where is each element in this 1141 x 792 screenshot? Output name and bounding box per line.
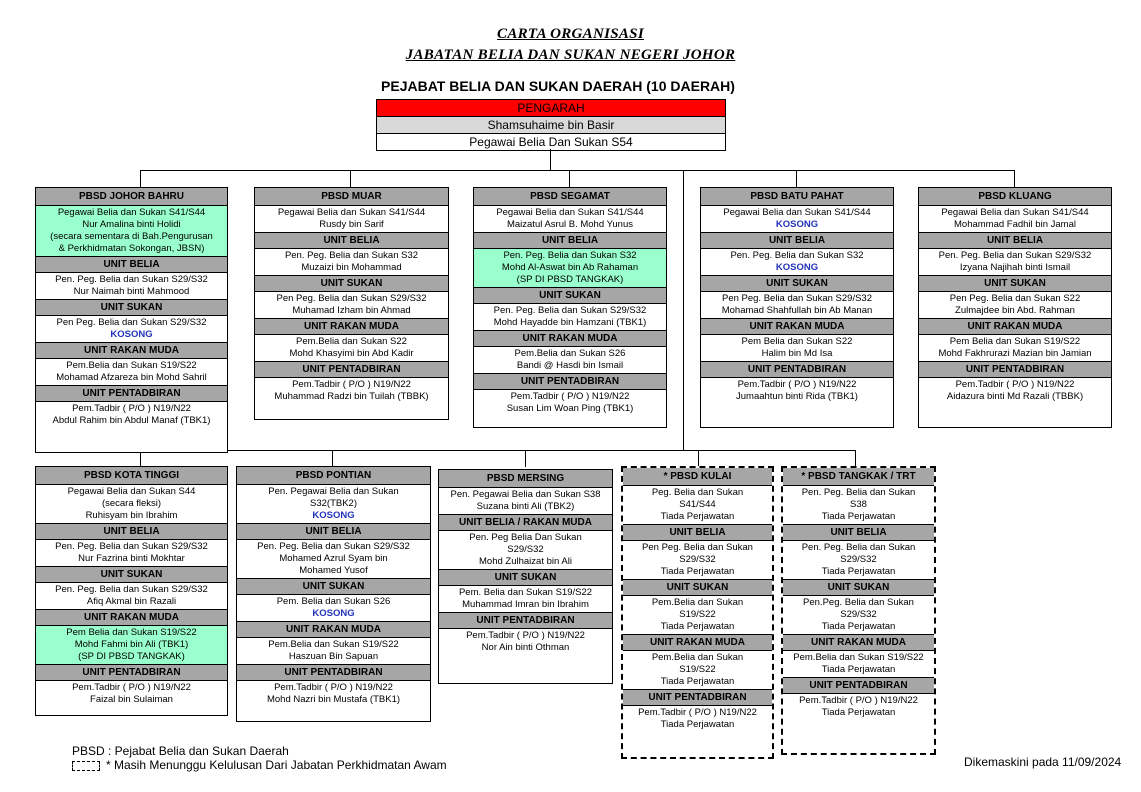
position-cell (783, 694, 934, 720)
connector-line (569, 170, 570, 187)
unit-heading: UNIT BELIA (237, 523, 430, 540)
position-line: Pem. Belia dan Sukan S19/S22 (458, 587, 593, 598)
office-box (236, 466, 431, 722)
unit-heading: UNIT RAKAN MUDA (36, 342, 227, 359)
position-cell (919, 206, 1111, 232)
position-line: Mohd Hayadde bin Hamzani (TBK1) (493, 317, 647, 328)
position-cell (237, 485, 430, 523)
office-title: PBSD KLUANG (919, 188, 1111, 206)
unit-heading: UNIT BELIA (255, 232, 448, 249)
position-cell (701, 335, 893, 361)
chart-department: JABATAN BELIA DAN SUKAN NEGERI JOHOR (405, 47, 736, 63)
position-cell (701, 292, 893, 318)
office-title: PBSD MERSING (439, 470, 612, 488)
position-line: Pegawai Belia dan Sukan S44 (67, 486, 196, 497)
office-title: PBSD BATU PAHAT (701, 188, 893, 206)
office-title: * PBSD KULAI (623, 468, 772, 486)
unit-heading: UNIT PENTADBIRAN (255, 361, 448, 378)
position-line: S29/S32 (840, 609, 877, 620)
position-line: Pen.Peg. Belia dan Sukan (803, 597, 914, 608)
unit-heading: UNIT SUKAN (439, 569, 612, 586)
position-line: Pen Peg. Belia dan Sukan S29/S32 (276, 293, 427, 304)
position-cell (36, 316, 227, 342)
position-line: Nur Naimah binti Mahmood (73, 286, 190, 297)
position-line: Pem.Tadbir ( P/O ) N19/N22 (292, 379, 411, 390)
position-cell (701, 378, 893, 404)
vacant-label: KOSONG (775, 262, 819, 273)
position-line: (SP DI PBSD TANGKAK) (78, 651, 185, 662)
position-line: Pen. Pegawai Belia dan Sukan (268, 486, 399, 497)
position-cell (919, 335, 1111, 361)
position-line: Zulmajdee bin Abd. Rahman (955, 305, 1075, 316)
position-line: Tiada Perjawatan (821, 511, 896, 522)
connector-line (140, 450, 855, 451)
unit-heading: UNIT SUKAN (919, 275, 1111, 292)
unit-heading: UNIT SUKAN (783, 579, 934, 596)
position-line: Pegawai Belia dan Sukan S41/S44 (723, 207, 871, 218)
unit-heading: UNIT BELIA (623, 524, 772, 541)
position-line: Pem.Tadbir ( P/O ) N19/N22 (799, 695, 918, 706)
unit-heading: UNIT RAKAN MUDA (783, 634, 934, 651)
position-line: Pem.Tadbir ( P/O ) N19/N22 (72, 682, 191, 693)
position-cell (237, 595, 430, 621)
unit-heading: UNIT PENTADBIRAN (701, 361, 893, 378)
office-title: PBSD KOTA TINGGI (36, 467, 227, 485)
office-box (473, 187, 667, 428)
position-line: Tiada Perjawatan (821, 621, 896, 632)
position-cell (919, 292, 1111, 318)
position-line: Muhammad Radzi bin Tuilah (TBBK) (274, 391, 429, 402)
connector-line (332, 450, 333, 467)
position-line: Mohamed Yusof (299, 565, 368, 576)
position-line: Faizal bin Sulaiman (90, 694, 173, 705)
dashed-box-swatch (72, 761, 100, 771)
position-cell (439, 629, 612, 655)
position-line: Rusdy bin Sarif (319, 219, 384, 230)
position-cell (36, 485, 227, 523)
position-line: Pem Belia dan Sukan S19/S22 (949, 336, 1081, 347)
director-name: Shamsuhaime bin Basir (377, 116, 725, 133)
position-line: Suzana binti Ali (TBK2) (476, 501, 575, 512)
position-cell (36, 626, 227, 664)
position-line: Susan Lim Woan Ping (TBK1) (506, 403, 634, 414)
legend-pending-text: * Masih Menunggu Kelulusan Dari Jabatan Perkhidmatan Awam (106, 758, 447, 772)
position-line: Pen. Peg. Belia dan Sukan S32 (730, 250, 864, 261)
connector-line (550, 149, 551, 171)
office-title: PBSD MUAR (255, 188, 448, 206)
position-line: Pem.Tadbir ( P/O ) N19/N22 (638, 707, 757, 718)
position-line: Pem Belia dan Sukan S19/S22 (66, 627, 197, 638)
position-line: (secara sementara di Bah.Pengurusan (50, 231, 213, 242)
position-line: Tiada Perjawatan (660, 676, 735, 687)
position-cell (701, 249, 893, 275)
unit-heading: UNIT PENTADBIRAN (783, 677, 934, 694)
position-line: Pem.Tadbir ( P/O ) N19/N22 (274, 682, 393, 693)
position-line: Jumaahtun binti Rida (TBK1) (736, 391, 858, 402)
position-cell (36, 583, 227, 609)
position-line: S29/S32 (840, 554, 877, 565)
position-line: Tiada Perjawatan (660, 719, 735, 730)
office-title: PBSD JOHOR BAHRU (36, 188, 227, 206)
position-cell (36, 540, 227, 566)
position-line: Pem.Belia dan Sukan (651, 597, 744, 608)
position-cell (474, 249, 666, 287)
position-cell (783, 486, 934, 524)
position-line: Mohd Fahmi bin Ali (TBK1) (74, 639, 189, 650)
position-line: Pen. Peg. Belia dan Sukan S29/S32 (493, 305, 647, 316)
position-line: Peg. Belia dan Sukan (651, 487, 744, 498)
position-cell (623, 596, 772, 634)
position-line: Muhammad Imran bin Ibrahim (462, 599, 589, 610)
position-cell (623, 541, 772, 579)
vacant-label: KOSONG (110, 329, 153, 340)
position-line: Mohd Zulhaizat bin Ali (479, 556, 572, 567)
position-line: Pegawai Belia dan Sukan S41/S44 (277, 207, 426, 218)
position-cell (919, 249, 1111, 275)
position-line: Pen. Peg. Belia dan Sukan S29/S32 (55, 584, 208, 595)
unit-heading: UNIT PENTADBIRAN (439, 612, 612, 629)
position-line: Pen. Peg. Belia dan Sukan S32 (503, 250, 637, 261)
position-line: Nur Fazrina binti Mokhtar (78, 553, 185, 564)
unit-heading: UNIT RAKAN MUDA (623, 634, 772, 651)
position-line: Muzaizi bin Mohammad (301, 262, 402, 273)
unit-heading: UNIT RAKAN MUDA (919, 318, 1111, 335)
connector-line (683, 170, 684, 451)
position-line: Pen Peg. Belia dan Sukan (642, 542, 753, 553)
unit-heading: UNIT BELIA (783, 524, 934, 541)
position-cell (255, 206, 448, 232)
unit-heading: UNIT RAKAN MUDA (474, 330, 666, 347)
connector-line (855, 450, 856, 467)
position-cell (255, 249, 448, 275)
connector-line (1014, 170, 1015, 187)
chart-subtitle: PEJABAT BELIA DAN SUKAN DAERAH (10 DAERAH) (381, 78, 735, 94)
connector-line (350, 170, 351, 187)
position-line: Pem.Belia dan Sukan S19/S22 (66, 360, 197, 371)
office-title: PBSD SEGAMAT (474, 188, 666, 206)
unit-heading: UNIT SUKAN (36, 299, 227, 316)
position-line: Mohd Khasyimi bin Abd Kadir (289, 348, 414, 359)
director-post: Pegawai Belia Dan Sukan S54 (377, 133, 725, 150)
position-line: Muhamad Izham bin Ahmad (292, 305, 411, 316)
position-line: Abdul Rahim bin Abdul Manaf (TBK1) (52, 415, 211, 426)
position-line: Mohamad Afzareza bin Mohd Sahril (56, 372, 207, 383)
position-line: Pegawai Belia dan Sukan S41/S44 (941, 207, 1089, 218)
position-cell (255, 292, 448, 318)
position-line: Pen. Peg. Belia dan Sukan S32 (284, 250, 419, 261)
position-line: Pem.Belia dan Sukan (651, 652, 744, 663)
position-line: S19/S22 (679, 609, 716, 620)
connector-line (525, 450, 526, 467)
position-line: Izyana Najihah binti Ismail (959, 262, 1071, 273)
position-line: Maizatul Asrul B. Mohd Yunus (506, 219, 634, 230)
chart-title: CARTA ORGANISASI (497, 26, 644, 42)
position-line: Bandi @ Hasdi bin Ismail (516, 360, 624, 371)
office-box (438, 469, 613, 684)
position-line: Halim bin Md Isa (761, 348, 833, 359)
position-line: Pen. Peg. Belia dan Sukan (801, 542, 916, 553)
legend-pending (72, 758, 447, 772)
unit-heading: UNIT BELIA (36, 256, 227, 273)
position-cell (237, 540, 430, 578)
position-cell (474, 304, 666, 330)
position-cell (474, 206, 666, 232)
position-line: Tiada Perjawatan (660, 511, 735, 522)
position-line: Pem.Tadbir ( P/O ) N19/N22 (466, 630, 585, 641)
position-line: Pen. Peg. Belia dan Sukan (801, 487, 916, 498)
position-cell (474, 347, 666, 373)
position-line: Mohamad Shahfullah bin Ab Manan (721, 305, 873, 316)
position-cell (783, 541, 934, 579)
position-line: Pem.Belia dan Sukan S19/S22 (268, 639, 399, 650)
position-line: Mohamed Azrul Syam bin (279, 553, 388, 564)
position-cell (36, 681, 227, 707)
unit-heading: UNIT RAKAN MUDA (255, 318, 448, 335)
position-line: Pen Peg. Belia dan Sukan S29/S32 (721, 293, 872, 304)
position-line: S32(TBK2) (310, 498, 357, 509)
unit-heading: UNIT SUKAN (474, 287, 666, 304)
position-line: (secara fleksi) (101, 498, 162, 509)
unit-heading: UNIT SUKAN (623, 579, 772, 596)
unit-heading: UNIT PENTADBIRAN (919, 361, 1111, 378)
unit-heading: UNIT PENTADBIRAN (474, 373, 666, 390)
connector-line (698, 450, 699, 467)
unit-heading: UNIT PENTADBIRAN (623, 689, 772, 706)
position-cell (783, 596, 934, 634)
position-line: Nor Ain binti Othman (481, 642, 570, 653)
unit-heading: UNIT BELIA (919, 232, 1111, 249)
position-line: Tiada Perjawatan (660, 566, 735, 577)
position-cell (36, 359, 227, 385)
connector-line (796, 170, 797, 187)
position-line: Afiq Akmal bin Razali (86, 596, 177, 607)
position-cell (919, 378, 1111, 404)
position-line: Tiada Perjawatan (821, 566, 896, 577)
position-line: Pem.Tadbir ( P/O ) N19/N22 (72, 403, 191, 414)
position-line: S19/S22 (679, 664, 716, 675)
position-cell (623, 486, 772, 524)
position-line: Tiada Perjawatan (821, 664, 896, 675)
position-line: Pegawai Belia dan Sukan S41/S44 (496, 207, 644, 218)
position-line: & Perkhidmatan Sokongan, JBSN) (58, 243, 205, 254)
position-line: Aidazura binti Md Razali (TBBK) (946, 391, 1084, 402)
unit-heading: UNIT RAKAN MUDA (701, 318, 893, 335)
office-box (700, 187, 894, 428)
unit-heading: UNIT SUKAN (36, 566, 227, 583)
position-cell (237, 638, 430, 664)
office-box (35, 187, 228, 453)
position-cell (439, 488, 612, 514)
position-line: Pem.Tadbir ( P/O ) N19/N22 (955, 379, 1075, 390)
position-line: (SP DI PBSD TANGKAK) (516, 274, 624, 285)
position-line: Pen. Peg. Belia dan Sukan S29/S32 (55, 541, 208, 552)
office-box (781, 466, 936, 755)
position-cell (36, 402, 227, 428)
position-line: Mohd Nazri bin Mustafa (TBK1) (266, 694, 401, 705)
position-line: Ruhisyam bin Ibrahim (85, 510, 178, 521)
position-cell (36, 206, 227, 256)
position-line: Pem Belia dan Sukan S22 (741, 336, 853, 347)
office-title: PBSD PONTIAN (237, 467, 430, 485)
position-line: Mohammad Fadhil bin Jamal (954, 219, 1076, 230)
office-box (621, 466, 774, 759)
position-cell (36, 273, 227, 299)
position-cell (783, 651, 934, 677)
position-line: Pem.Belia dan Sukan S19/S22 (793, 652, 924, 663)
position-line: S29/S32 (679, 554, 716, 565)
connector-line (140, 170, 1015, 171)
position-line: S29/S32 (507, 544, 544, 555)
position-line: S41/S44 (679, 499, 716, 510)
director-label: PENGARAH (377, 100, 725, 116)
unit-heading: UNIT SUKAN (701, 275, 893, 292)
position-cell (255, 378, 448, 404)
vacant-label: KOSONG (312, 608, 355, 619)
position-line: Pem.Belia dan Sukan S22 (296, 336, 407, 347)
unit-heading: UNIT SUKAN (255, 275, 448, 292)
unit-heading: UNIT BELIA (474, 232, 666, 249)
position-line: Pen. Peg Belia Dan Sukan (469, 532, 582, 543)
position-line: Mohd Fakhrurazi Mazian bin Jamian (938, 348, 1092, 359)
position-line: Pem.Tadbir ( P/O ) N19/N22 (510, 391, 630, 402)
position-cell (623, 651, 772, 689)
unit-heading: UNIT PENTADBIRAN (36, 664, 227, 681)
unit-heading: UNIT PENTADBIRAN (36, 385, 227, 402)
position-line: Nur Amalina binti Holidi (82, 219, 181, 230)
unit-heading: UNIT BELIA (701, 232, 893, 249)
position-line: Pen Peg. Belia dan Sukan S22 (949, 293, 1081, 304)
position-line: Pen. Peg. Belia dan Sukan S29/S32 (257, 541, 410, 552)
vacant-label: KOSONG (312, 510, 355, 521)
position-line: Pem. Belia dan Sukan S26 (276, 596, 391, 607)
position-line: Mohd Al-Aswat bin Ab Rahaman (501, 262, 639, 273)
unit-heading: UNIT PENTADBIRAN (237, 664, 430, 681)
position-line: Pegawai Belia dan Sukan S41/S44 (57, 207, 206, 218)
unit-heading: UNIT RAKAN MUDA (237, 621, 430, 638)
unit-heading: UNIT SUKAN (237, 578, 430, 595)
unit-heading: UNIT BELIA / RAKAN MUDA (439, 514, 612, 531)
unit-heading: UNIT RAKAN MUDA (36, 609, 227, 626)
director-box (376, 99, 726, 151)
position-line: S38 (850, 499, 867, 510)
position-line: Pem.Tadbir ( P/O ) N19/N22 (737, 379, 857, 390)
updated-date: Dikemaskini pada 11/09/2024 (964, 755, 1122, 769)
position-line: Tiada Perjawatan (660, 621, 735, 632)
office-box (918, 187, 1112, 428)
office-box (254, 187, 449, 420)
position-line: Pen. Pegawai Belia dan Sukan S38 (450, 489, 601, 500)
office-box (35, 466, 228, 716)
position-cell (623, 706, 772, 732)
position-cell (474, 390, 666, 416)
position-line: Pen Peg. Belia dan Sukan S29/S32 (56, 317, 207, 328)
office-title: * PBSD TANGKAK / TRT (783, 468, 934, 486)
position-line: Tiada Perjawatan (821, 707, 896, 718)
position-cell (701, 206, 893, 232)
legend-pbsd: PBSD : Pejabat Belia dan Sukan Daerah (72, 744, 289, 758)
position-cell (439, 531, 612, 569)
position-cell (439, 586, 612, 612)
vacant-label: KOSONG (775, 219, 819, 230)
position-line: Pen. Peg. Belia dan Sukan S29/S32 (938, 250, 1092, 261)
position-line: Pen. Peg. Belia dan Sukan S29/S32 (55, 274, 208, 285)
position-line: Haszuan Bin Sapuan (288, 651, 379, 662)
position-cell (237, 681, 430, 707)
position-cell (255, 335, 448, 361)
connector-line (140, 170, 141, 187)
position-line: Pem.Belia dan Sukan S26 (514, 348, 626, 359)
unit-heading: UNIT BELIA (36, 523, 227, 540)
